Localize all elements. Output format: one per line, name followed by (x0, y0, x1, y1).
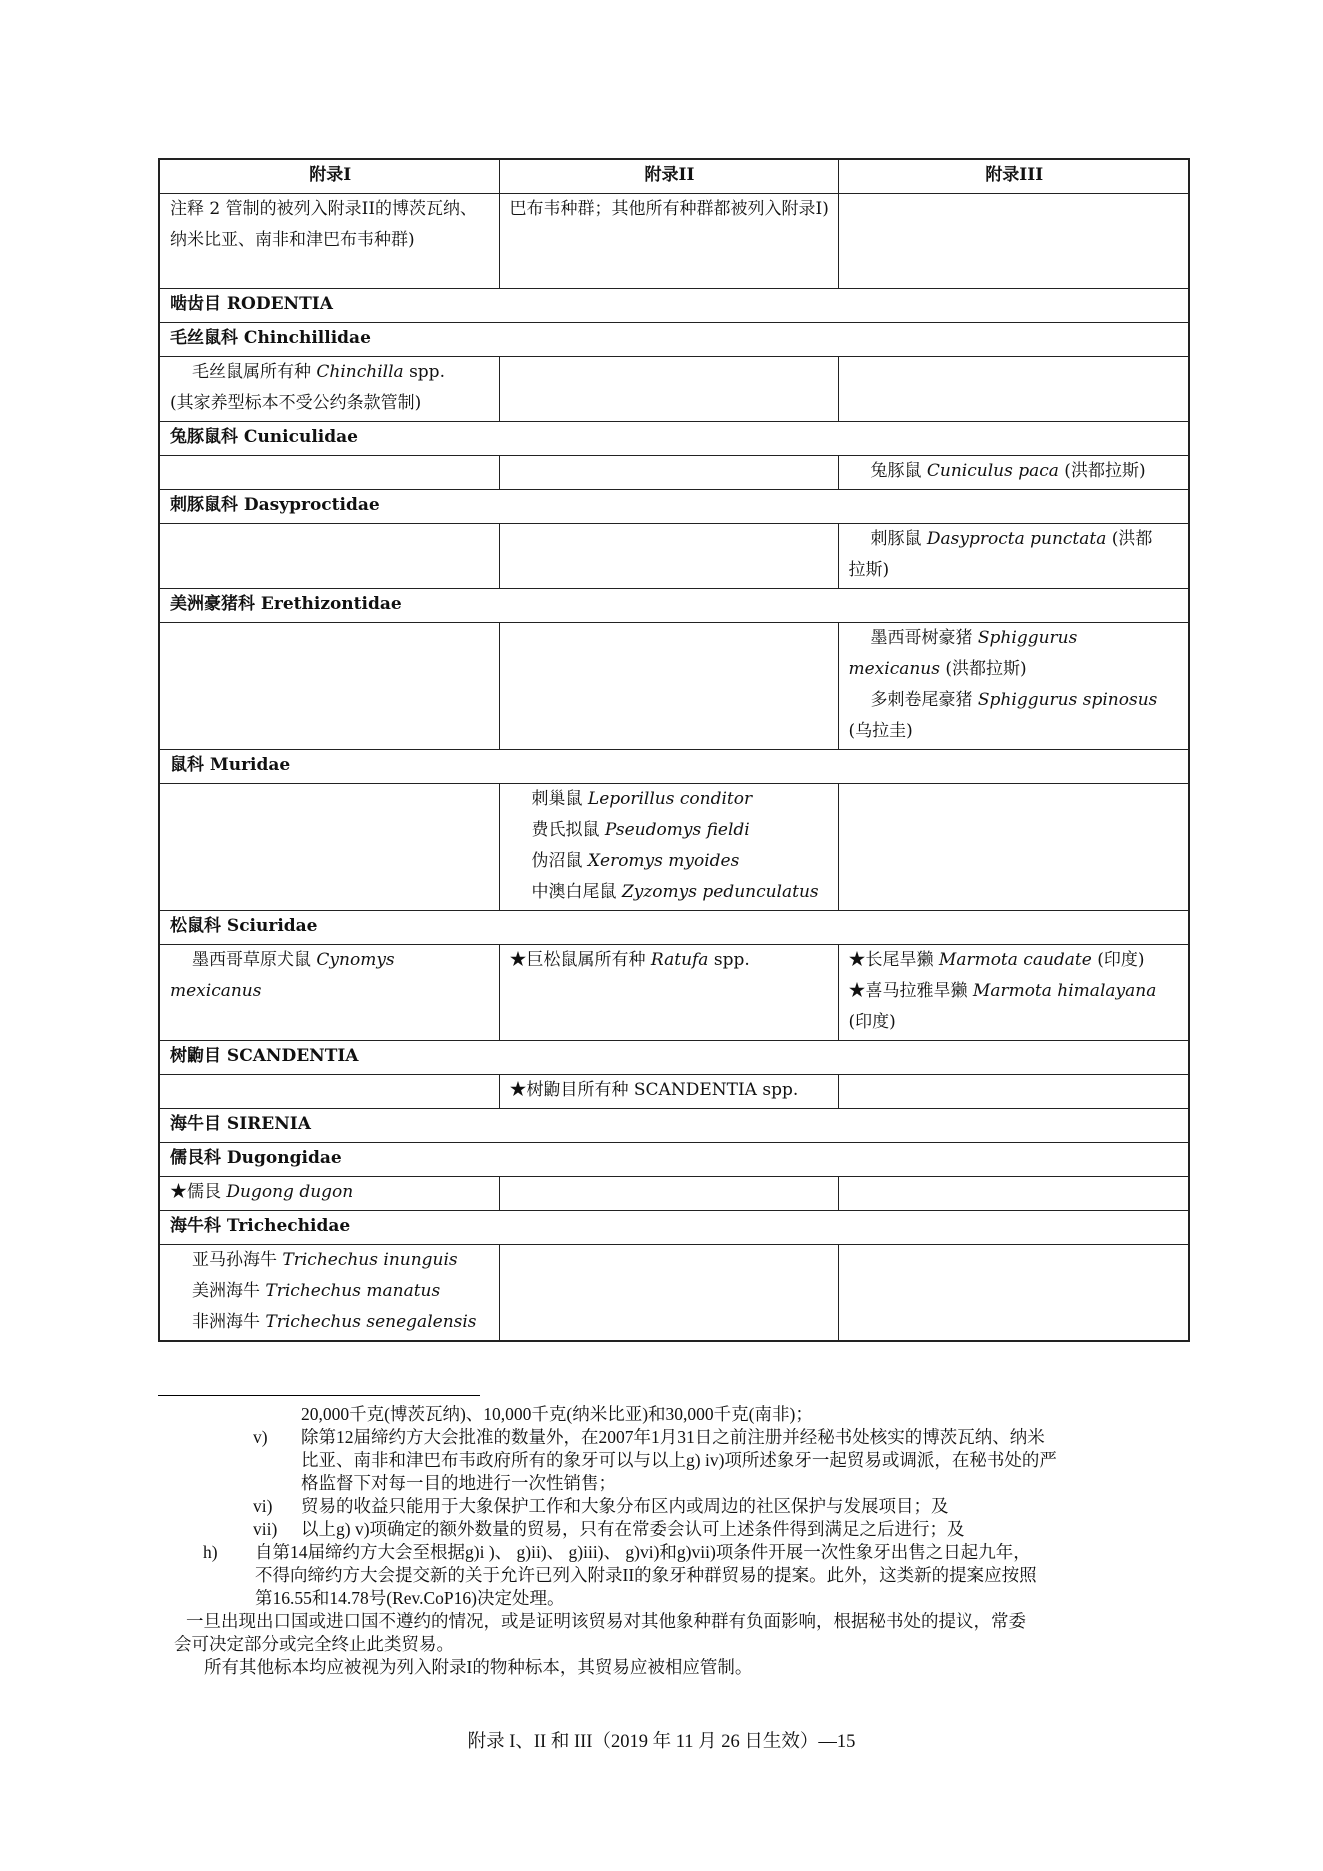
table-row (159, 1075, 1189, 1109)
sci-name: Dasyprocta punctata (926, 529, 1107, 549)
dugong-col3 (838, 1177, 1189, 1211)
species-line (849, 654, 1181, 685)
table-row (159, 784, 1189, 911)
sci-name: Trichechus inunguis (282, 1250, 458, 1270)
cn-name: 墨西哥树豪猪 (870, 628, 978, 648)
dasyprocta-col3 (838, 524, 1189, 589)
muridae-col2 (499, 784, 838, 911)
country-note: 拉斯) (848, 560, 890, 580)
cn-name: 亚马孙海牛 (192, 1250, 283, 1270)
elephant-cont-col2: 巴布韦种群；其他所有种群都被列入附录I) (499, 194, 838, 289)
erethizon-col1 (159, 623, 499, 750)
muridae-col3 (838, 784, 1189, 911)
species-line (170, 1245, 491, 1276)
cn-name: 伪沼鼠 (531, 851, 588, 871)
chinchilla-col3 (838, 357, 1189, 422)
table-row (159, 524, 1189, 589)
sci-name: Xeromys myoides (587, 851, 740, 871)
elephant-cont-col3 (838, 194, 1189, 289)
order-rodentia: 啮齿目 RODENTIA (159, 289, 1189, 323)
family-row (159, 750, 1189, 784)
sci-suffix: spp. (708, 950, 750, 970)
header-appendix-iii: 附录III (838, 159, 1189, 194)
footnote-rule (158, 1395, 480, 1396)
family-dasyproctidae: 刺豚鼠科 Dasyproctidae (159, 490, 1189, 524)
country-note: (洪都拉斯) (939, 659, 1027, 679)
footnote-line: 一旦出现出口国或进口国不遵约的情况，或是证明该贸易对其他象种群有负面影响，根据秘书处的提议，常委 (186, 1611, 1026, 1631)
footnote-text: 贸易的收益只能用于大象保护工作和大象分布区内或周边的社区保护与发展项目；及 (301, 1496, 949, 1516)
cn-name: ★巨松鼠属所有种 (509, 950, 651, 970)
scandentia-col3 (838, 1075, 1189, 1109)
species-line (170, 1177, 491, 1208)
family-row (159, 589, 1189, 623)
table-header-row (159, 159, 1189, 194)
sci-name: Chinchilla (316, 362, 404, 382)
cn-name: 毛丝鼠属所有种 (192, 362, 317, 382)
cn-name: ★喜马拉雅旱獭 (848, 981, 973, 1001)
table-row (159, 456, 1189, 490)
cn-name: 美洲海牛 (192, 1281, 266, 1301)
sciuridae-col1 (159, 945, 499, 1041)
order-row (159, 289, 1189, 323)
table-row (159, 1177, 1189, 1211)
footnote-text: 以上g) v)项确定的额外数量的贸易，只有在常委会认可上述条件得到满足之后进行；及 (301, 1519, 965, 1539)
elephant-cont-col1: 注释 2 管制的被列入附录II的博茨瓦纳、纳米比亚、南非和津巴布韦种群) (159, 194, 499, 289)
item-number: v) (253, 1427, 268, 1447)
sci-name: Trichechus manatus (265, 1281, 441, 1301)
country-note: (乌拉圭) (848, 721, 913, 741)
trichechidae-col2 (499, 1245, 838, 1342)
order-sirenia: 海牛目 SIRENIA (159, 1109, 1189, 1143)
sci-name: mexicanus (848, 659, 940, 679)
cn-name: 刺豚鼠 (870, 529, 927, 549)
sci-name: Cuniculus paca (926, 461, 1059, 481)
species-line (510, 945, 830, 976)
family-chinchillidae: 毛丝鼠科 Chinchillidae (159, 323, 1189, 357)
cn-name: ★长尾旱獭 (848, 950, 939, 970)
sciuridae-col2 (499, 945, 838, 1041)
family-row (159, 1211, 1189, 1245)
species-line (170, 1307, 491, 1338)
chinchilla-col2 (499, 357, 838, 422)
table-row (159, 357, 1189, 422)
species-line (849, 976, 1181, 1007)
sci-name: Trichechus senegalensis (265, 1312, 477, 1332)
table-row (159, 194, 1189, 289)
species-line (849, 623, 1181, 654)
sci-name: Dugong dugon (226, 1182, 354, 1202)
sci-name: Marmota himalayana (972, 981, 1157, 1001)
family-trichechidae: 海牛科 Trichechidae (159, 1211, 1189, 1245)
order-scandentia: 树鼩目 SCANDENTIA (159, 1041, 1189, 1075)
erethizon-col2 (499, 623, 838, 750)
species-line (510, 784, 830, 815)
sci-name: Sphiggurus spinosus (977, 690, 1158, 710)
trichechidae-col3 (838, 1245, 1189, 1342)
species-line (170, 1276, 491, 1307)
species-line (170, 357, 491, 388)
muridae-col1 (159, 784, 499, 911)
cn-name: 多刺卷尾豪猪 (870, 690, 978, 710)
footnotes (158, 1403, 1188, 1679)
footnote-line: 格监督下对每一目的地进行一次性销售； (301, 1473, 616, 1493)
footnote-line (158, 1495, 1188, 1518)
order-row (159, 1109, 1189, 1143)
cn-name: ★儒艮 (170, 1182, 227, 1202)
family-muridae: 鼠科 Muridae (159, 750, 1189, 784)
sci-name: Marmota caudate (938, 950, 1092, 970)
family-dugongidae: 儒艮科 Dugongidae (159, 1143, 1189, 1177)
species-line (510, 815, 830, 846)
sci-name: Ratufa (650, 950, 709, 970)
table-row (159, 945, 1189, 1041)
cn-name: 费氏拟鼠 (531, 820, 605, 840)
family-cuniculidae: 兔豚鼠科 Cuniculidae (159, 422, 1189, 456)
sci-name: Sphiggurus (977, 628, 1078, 648)
cn-name: 中澳白尾鼠 (531, 882, 622, 902)
appendix-table (158, 158, 1190, 1342)
species-line (510, 846, 830, 877)
header-appendix-ii: 附录II (499, 159, 838, 194)
cn-name: 兔豚鼠 (870, 461, 927, 481)
annotation: (其家养型标本不受公约条款管制) (170, 393, 422, 413)
sci-name: Cynomys (316, 950, 395, 970)
family-row (159, 1143, 1189, 1177)
footnote-line (158, 1518, 1188, 1541)
footnote-line (158, 1426, 1188, 1449)
footnote-line: 所有其他标本均应被视为列入附录I的物种标本，其贸易应被相应管制。 (204, 1657, 753, 1677)
species-line (849, 685, 1181, 716)
sci-name: Leporillus conditor (587, 789, 753, 809)
dasyprocta-col2 (499, 524, 838, 589)
cn-name: 非洲海牛 (192, 1312, 266, 1332)
family-erethizontidae: 美洲豪猪科 Erethizontidae (159, 589, 1189, 623)
footnote-line: 比亚、南非和津巴布韦政府所有的象牙可以与以上g) iv)项所述象牙一起贸易或调派，在秘书处的严 (301, 1450, 1057, 1470)
family-sciuridae: 松鼠科 Sciuridae (159, 911, 1189, 945)
scandentia-col2: ★树鼩目所有种 SCANDENTIA spp. (499, 1075, 838, 1109)
country-note: (印度) (1091, 950, 1145, 970)
family-row (159, 323, 1189, 357)
cn-name: 墨西哥草原犬鼠 (192, 950, 317, 970)
footnote-line: 不得向缔约方大会提交新的关于允许已列入附录II的象牙种群贸易的提案。此外，这类新的提案应按照 (255, 1565, 1037, 1585)
header-appendix-i: 附录I (159, 159, 499, 194)
dasyprocta-col1 (159, 524, 499, 589)
footnote-line: 20,000千克(博茨瓦纳)、10,000千克(纳米比亚)和30,000千克(南非)； (301, 1404, 813, 1424)
species-line (170, 945, 491, 976)
family-row (159, 490, 1189, 524)
species-line (849, 456, 1181, 487)
species-line (849, 524, 1181, 555)
table-row (159, 623, 1189, 750)
sci-name: Zyzomys pedunculatus (621, 882, 819, 902)
species-line (510, 877, 830, 908)
sci-name: Pseudomys fieldi (604, 820, 750, 840)
footnote-line (158, 1541, 1188, 1564)
sci-suffix: spp. (403, 362, 445, 382)
cuniculus-col1 (159, 456, 499, 490)
family-row (159, 422, 1189, 456)
cn-name: 刺巢鼠 (531, 789, 588, 809)
chinchilla-col1 (159, 357, 499, 422)
dugong-col1 (159, 1177, 499, 1211)
sci-name: mexicanus (170, 981, 262, 1001)
item-number: vi) (253, 1496, 273, 1516)
item-number: h) (203, 1542, 218, 1562)
page-footer: 附录 I、II 和 III（2019 年 11 月 26 日生效）—15 (467, 1732, 856, 1752)
country-note: (洪都拉斯) (1058, 461, 1146, 481)
erethizon-col3 (838, 623, 1189, 750)
species-line (849, 945, 1181, 976)
footnote-text: 自第14届缔约方大会至根据g)i )、 g)ii)、 g)iii)、 g)vi)和g)vii)项条件开展一次性象牙出售之日起九年， (255, 1542, 1031, 1562)
family-row (159, 911, 1189, 945)
footnote-text: 除第12届缔约方大会批准的数量外，在2007年1月31日之前注册并经秘书处核实的博茨瓦纳、纳米 (301, 1427, 1045, 1447)
order-row (159, 1041, 1189, 1075)
species-line (170, 976, 491, 1007)
item-number: vii) (253, 1519, 278, 1539)
country-note: (洪都 (1106, 529, 1153, 549)
footnote-line: 第16.55和14.78号(Rev.CoP16)决定处理。 (255, 1588, 565, 1608)
cuniculus-col2 (499, 456, 838, 490)
dugong-col2 (499, 1177, 838, 1211)
table-row (159, 1245, 1189, 1342)
sciuridae-col3 (838, 945, 1189, 1041)
cuniculus-col3 (838, 456, 1189, 490)
country-note: (印度) (848, 1012, 896, 1032)
trichechidae-col1 (159, 1245, 499, 1342)
footnote-line: 会可决定部分或完全终止此类贸易。 (174, 1634, 454, 1654)
scandentia-col1 (159, 1075, 499, 1109)
